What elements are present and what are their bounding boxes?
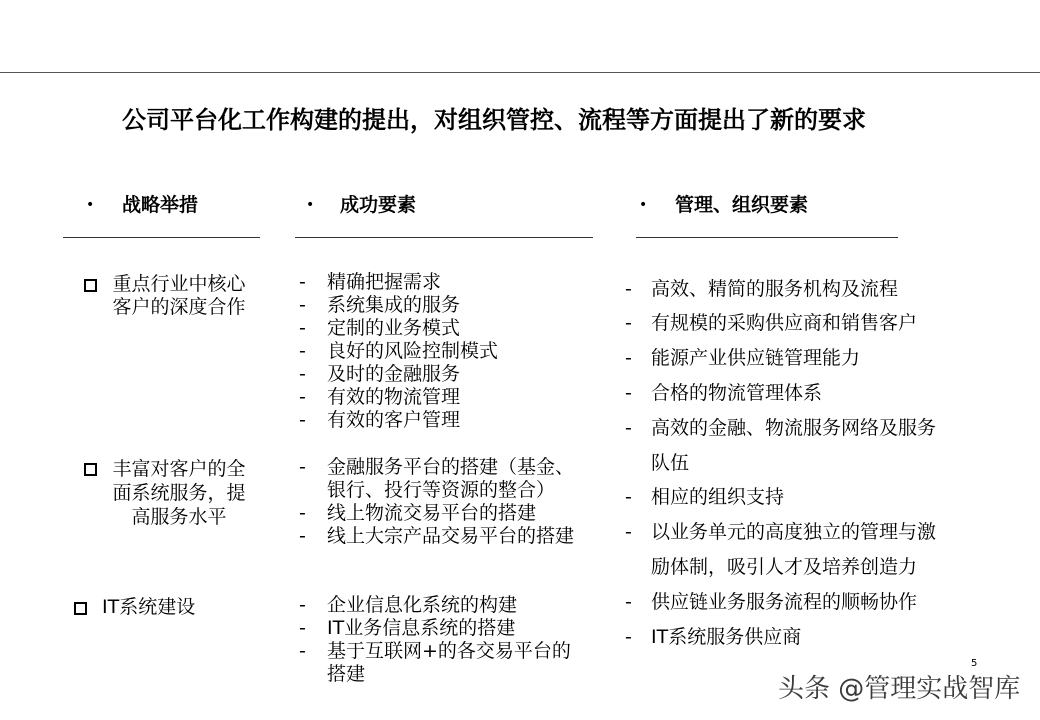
dash-marker: - <box>625 312 632 335</box>
dash-marker: - <box>299 340 306 362</box>
success-item-text: 系统集成的服务 <box>327 294 461 316</box>
dash-marker: - <box>299 594 306 616</box>
page-number: 5 <box>971 658 978 669</box>
strategy-text-line: 重点行业中核心 <box>112 273 246 295</box>
top-rule <box>0 72 1040 73</box>
management-item-text: 相应的组织支持 <box>651 486 785 509</box>
success-item-text: 有效的客户管理 <box>327 409 461 431</box>
heading-bullet-success: • <box>306 197 315 213</box>
success-item-text: 搭建 <box>327 663 366 685</box>
strategy-text-line: IT系统建设 <box>102 596 196 618</box>
hollow-square-icon <box>84 279 97 292</box>
dash-marker: - <box>299 363 306 385</box>
success-item-text: 定制的业务模式 <box>327 317 461 339</box>
underline-strategy <box>63 237 260 238</box>
management-item <box>625 341 955 376</box>
dash-marker: - <box>625 416 632 439</box>
success-item <box>299 317 599 340</box>
strategy-item <box>102 596 195 619</box>
dash-marker: - <box>625 486 632 509</box>
strategy-text-line: 客户的深度合作 <box>112 296 246 318</box>
management-item <box>625 585 955 620</box>
dash-marker: - <box>299 271 306 293</box>
dash-marker: - <box>625 277 632 300</box>
success-group <box>299 456 599 548</box>
dash-marker: - <box>299 294 306 316</box>
management-item-text: IT系统服务供应商 <box>651 625 802 648</box>
dash-marker: - <box>299 617 306 639</box>
column-heading-management: 管理、组织要素 <box>675 194 809 216</box>
dash-marker: - <box>299 502 306 524</box>
management-item <box>625 620 955 655</box>
slide-title: 公司平台化工作构建的提出，对组织管控、流程等方面提出了新的要求 <box>122 106 866 134</box>
strategy-text-line: 丰富对客户的全 <box>112 458 246 480</box>
dash-marker: - <box>299 640 306 662</box>
success-group <box>299 271 599 432</box>
watermark: 头条 @管理实战智库 <box>778 674 1021 704</box>
strategy-item <box>112 457 246 529</box>
strategy-text-line: 高服务水平 <box>131 506 227 528</box>
success-item-text: IT业务信息系统的搭建 <box>327 617 516 639</box>
dash-marker: - <box>625 381 632 404</box>
dash-marker: - <box>299 525 306 547</box>
management-item <box>625 306 955 341</box>
success-item <box>299 409 599 432</box>
dash-marker: - <box>625 521 632 544</box>
success-item-text: 企业信息化系统的构建 <box>327 594 518 616</box>
strategy-text-line: 面系统服务，提 <box>112 482 246 504</box>
success-item-text: 银行、投行等资源的整合） <box>327 479 556 501</box>
dash-marker: - <box>299 317 306 339</box>
success-item <box>299 294 599 317</box>
success-item <box>299 640 599 686</box>
underline-management <box>636 237 898 238</box>
management-item <box>625 480 955 515</box>
dash-marker: - <box>299 386 306 408</box>
management-item-text: 供应链业务服务流程的顺畅协作 <box>651 590 918 613</box>
success-item <box>299 594 599 617</box>
success-item-text: 有效的物流管理 <box>327 386 461 408</box>
success-item-text: 基于互联网+的各交易平台的 <box>327 640 571 662</box>
success-item-text: 及时的金融服务 <box>327 363 461 385</box>
dash-marker: - <box>625 590 632 613</box>
hollow-square-icon <box>74 602 87 615</box>
success-group <box>299 594 599 686</box>
strategy-item <box>112 273 246 319</box>
dash-marker: - <box>625 347 632 370</box>
management-item-text: 队伍 <box>651 451 690 474</box>
heading-bullet-strategy: • <box>86 197 95 213</box>
management-item-text: 励体制，吸引人才及培养创造力 <box>651 555 918 578</box>
dash-marker: - <box>625 625 632 648</box>
success-item-text: 金融服务平台的搭建（基金、 <box>327 456 575 478</box>
success-item <box>299 363 599 386</box>
heading-bullet-management: • <box>639 197 648 213</box>
management-item <box>625 272 955 307</box>
success-item <box>299 386 599 409</box>
column-heading-strategy: 战略举措 <box>122 194 199 216</box>
column-heading-success: 成功要素 <box>340 194 417 216</box>
hollow-square-icon <box>84 463 97 476</box>
success-item <box>299 525 599 548</box>
underline-success <box>295 237 593 238</box>
management-item-text: 合格的物流管理体系 <box>651 381 823 404</box>
success-item <box>299 456 599 502</box>
success-item-text: 精确把握需求 <box>327 271 442 293</box>
success-item <box>299 271 599 294</box>
management-item-text: 高效、精简的服务机构及流程 <box>651 277 899 300</box>
success-item-text: 良好的风险控制模式 <box>327 340 499 362</box>
dash-marker: - <box>299 456 306 478</box>
management-item-text: 高效的金融、物流服务网络及服务 <box>651 416 937 439</box>
success-item <box>299 617 599 640</box>
management-item-text: 能源产业供应链管理能力 <box>651 347 861 370</box>
success-item <box>299 340 599 363</box>
success-item-text: 线上物流交易平台的搭建 <box>327 502 537 524</box>
management-item-text: 有规模的采购供应商和销售客户 <box>651 312 918 335</box>
management-item <box>625 411 955 481</box>
management-list <box>625 272 955 655</box>
management-item-text: 以业务单元的高度独立的管理与激 <box>651 521 937 544</box>
dash-marker: - <box>299 409 306 431</box>
success-item <box>299 502 599 525</box>
success-item-text: 线上大宗产品交易平台的搭建 <box>327 525 575 547</box>
management-item <box>625 515 955 585</box>
management-item <box>625 376 955 411</box>
